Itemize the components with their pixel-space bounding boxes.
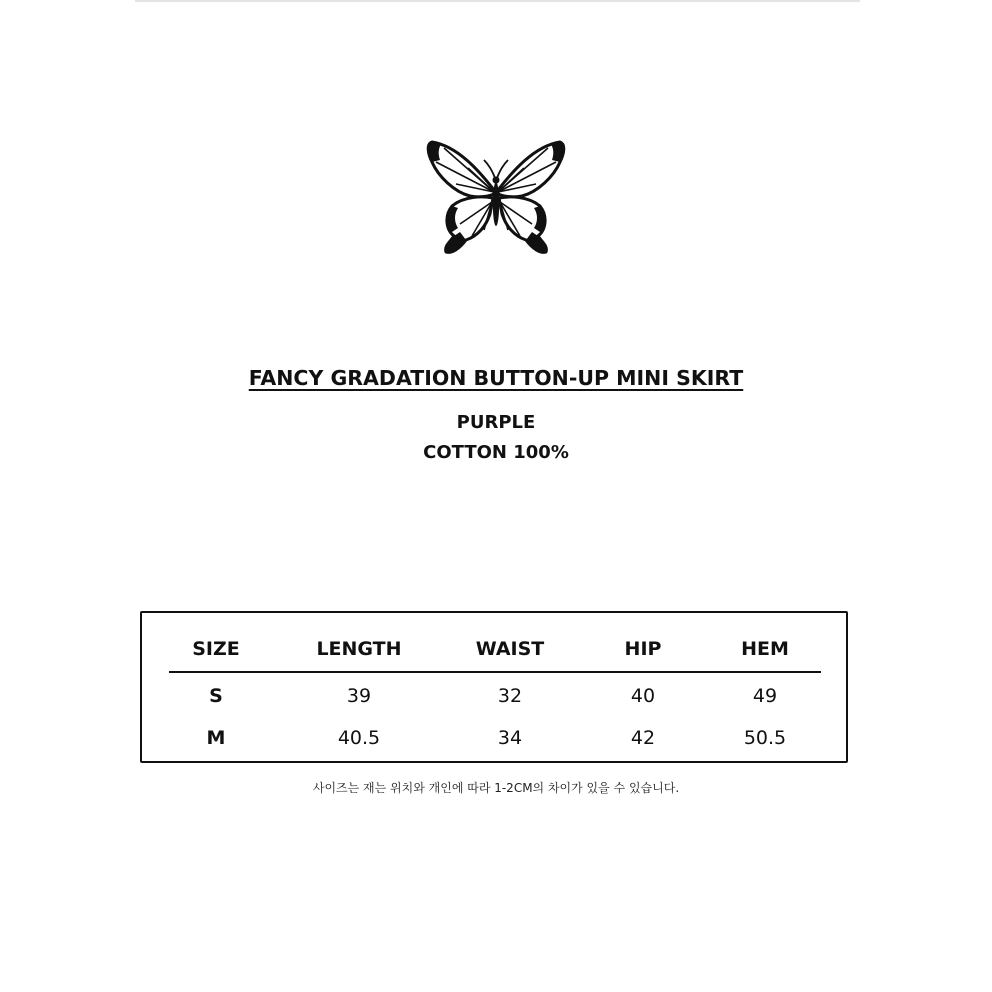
size-label: M [206, 727, 226, 749]
product-title [0, 366, 992, 390]
measurement-note: 사이즈는 재는 위치와 개인에 따라 1-2CM의 차이가 있을 수 있습니다. [312, 781, 680, 795]
length-value: 39 [346, 685, 372, 707]
table-header-row [142, 634, 846, 664]
product-title-text: FANCY GRADATION BUTTON-UP MINI SKIRT [248, 366, 744, 390]
waist-value: 32 [497, 685, 523, 707]
top-divider [135, 0, 860, 2]
hem-value: 50.5 [743, 727, 787, 749]
size-table [140, 611, 848, 763]
hem-value: 49 [752, 685, 778, 707]
column-header-hem: HEM [741, 638, 789, 660]
hip-value: 40 [630, 685, 656, 707]
product-color: PURPLE [456, 412, 536, 433]
column-header-waist: WAIST [475, 638, 545, 660]
length-value: 40.5 [337, 727, 381, 749]
column-header-length: LENGTH [316, 638, 402, 660]
table-row [142, 723, 846, 753]
waist-value: 34 [497, 727, 523, 749]
product-material: COTTON 100% [423, 442, 569, 463]
table-header-divider [169, 671, 821, 673]
column-header-size: SIZE [192, 638, 240, 660]
size-label: S [209, 685, 223, 707]
table-row [142, 681, 846, 711]
hip-value: 42 [630, 727, 656, 749]
butterfly-icon [420, 132, 572, 256]
column-header-hip: HIP [624, 638, 662, 660]
